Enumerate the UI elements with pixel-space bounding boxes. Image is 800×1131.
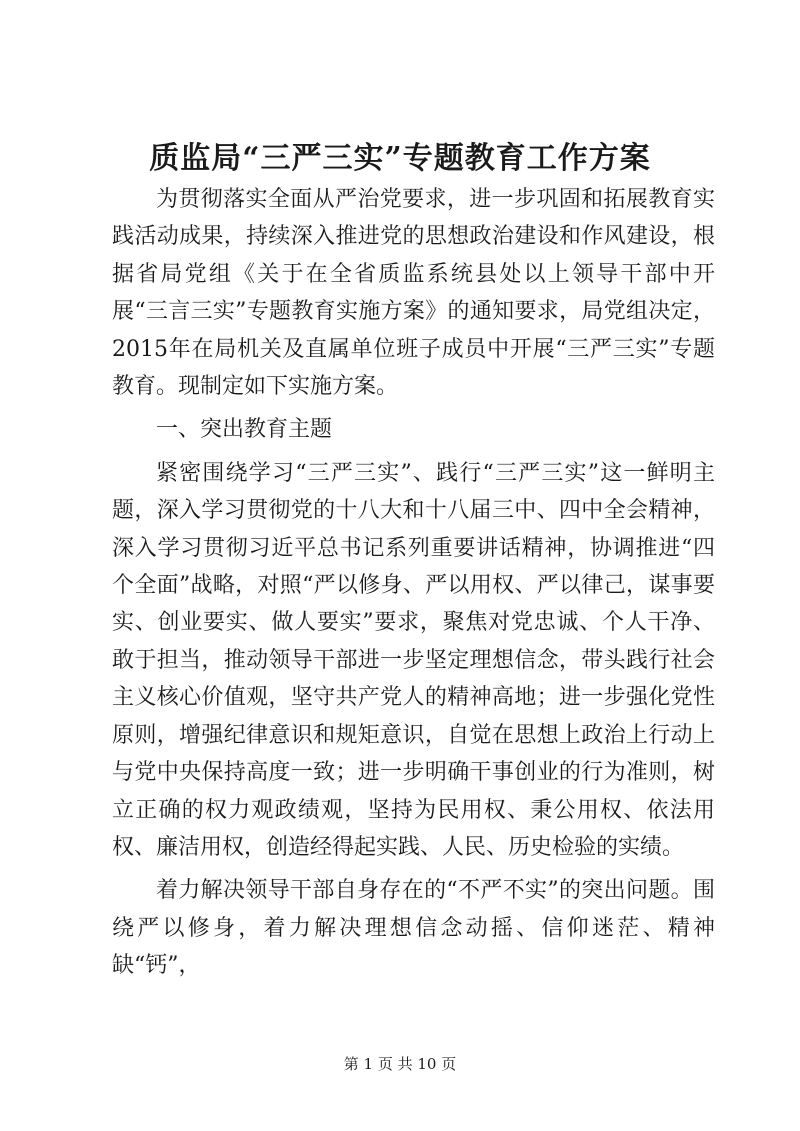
section-heading: 一、突出教育主题 xyxy=(156,417,333,443)
paragraph-intro: 为贯彻落实全面从严治党要求，进一步巩固和拓展教育实践活动成果，持续深入推进党的思想政治建设和作风建设，根据省局党组《关于在全省质监系统县处以上领导干部中开展“三言三实”专题教育实施方案》的通知要求，局党组决定，2015年在局机关及直属单位班子成员中开展“三严三实”专题教育。现制定如下实施方案。 xyxy=(112,187,715,400)
document-body xyxy=(112,181,715,985)
paragraph-theme: 紧密围绕学习“三严三实”、践行“三严三实”这一鲜明主题，深入学习贯彻党的十八大和十八届三中、四中全会精神，深入学习贯彻习近平总书记系列重要讲话精神，协调推进“四个全面”战略，对照“严以修身、严以用权、严以律己，谋事要实、创业要实、做人要实”要求，聚焦对党忠诚、个人干净、敢于担当，推动领导干部进一步坚定理想信念，带头践行社会主义核心价值观，坚守共产党人的精神高地；进一步强化党性原则，增强纪律意识和规矩意识，自觉在思想上政治上行动上与党中央保持高度一致；进一步明确干事创业的行为准则，树立正确的权力观政绩观，坚持为民用权、秉公用权、依法用权、廉洁用权，创造经得起实践、人民、历史检验的实绩。 xyxy=(112,460,715,860)
paragraph-problems: 着力解决领导干部自身存在的“不严不实”的突出问题。围绕严以修身，着力解决理想信念动摇、信仰迷茫、精神缺“钙”， xyxy=(112,878,715,979)
page-footer: 第 1 页 共 10 页 xyxy=(343,1055,457,1073)
document-title: 质监局“三严三实”专题教育工作方案 xyxy=(149,141,651,176)
